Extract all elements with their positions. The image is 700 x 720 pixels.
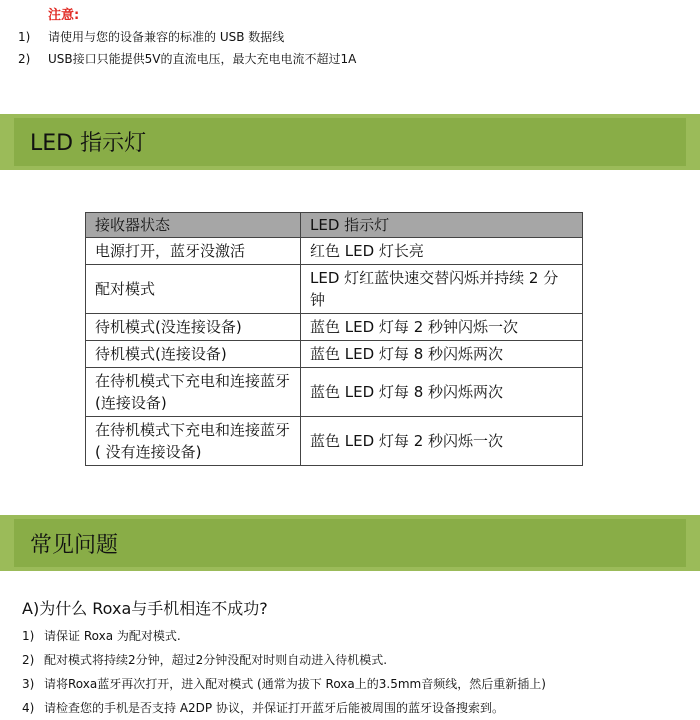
faq-section-title: 常见问题: [30, 533, 119, 558]
faq-item-number: 4): [22, 701, 35, 715]
table-cell-state: 待机模式(连接设备): [86, 341, 301, 368]
table-header-state: 接收器状态: [86, 213, 301, 238]
faq-item-number: 1): [22, 629, 35, 643]
notice-title: 注意:: [48, 8, 80, 23]
notice-item: [18, 26, 356, 48]
faq-item-number: 2): [22, 653, 35, 667]
table-cell-led: LED 灯红蓝快速交替闪烁并持续 2 分钟: [301, 265, 583, 314]
faq-item-text: 请将Roxa蓝牙再次打开，进入配对模式 (通常为拔下 Roxa上的3.5mm音频线，然后重新插上): [44, 677, 546, 691]
notice-item-number: 2): [18, 52, 31, 66]
faq-item-text: 请保证 Roxa 为配对模式.: [44, 629, 181, 643]
faq-item-text: 配对模式将持续2分钟，超过2分钟没配对时则自动进入待机模式.: [44, 653, 388, 667]
led-status-table: [85, 212, 583, 466]
table-cell-led: 蓝色 LED 灯每 8 秒闪烁两次: [301, 341, 583, 368]
notice-item-text: USB接口只能提供5V的直流电压，最大充电电流不超过1A: [48, 52, 357, 66]
faq-answer-item: [22, 696, 682, 720]
faq-item-text: 请检查您的手机是否支持 A2DP 协议，并保证打开蓝牙后能被周围的蓝牙设备搜索到。: [44, 701, 504, 715]
notice-block: [18, 6, 356, 70]
table-cell-state: 在待机模式下充电和连接蓝牙 (连接设备): [86, 368, 301, 417]
table-header-led: LED 指示灯: [301, 213, 583, 238]
faq-answer-item: [22, 672, 682, 696]
table-row: [86, 314, 583, 341]
faq-answer-item: [22, 624, 682, 648]
notice-item: [18, 48, 356, 70]
notice-item-text: 请使用与您的设备兼容的标准的 USB 数据线: [48, 30, 285, 44]
table-row: [86, 265, 583, 314]
table-row: [86, 417, 583, 466]
table-row: [86, 368, 583, 417]
led-section-header: [0, 114, 700, 170]
faq-answer-item: [22, 648, 682, 672]
notice-item-number: 1): [18, 30, 31, 44]
table-cell-state: 在待机模式下充电和连接蓝牙 ( 没有连接设备): [86, 417, 301, 466]
table-cell-state: 待机模式(没连接设备): [86, 314, 301, 341]
table-cell-state: 配对模式: [86, 265, 301, 314]
table-cell-led: 蓝色 LED 灯每 2 秒闪烁一次: [301, 417, 583, 466]
led-section-title: LED 指示灯: [30, 131, 147, 156]
table-cell-led: 蓝色 LED 灯每 2 秒钟闪烁一次: [301, 314, 583, 341]
table-cell-state: 电源打开，蓝牙没激活: [86, 238, 301, 265]
faq-block: [22, 596, 682, 720]
table-cell-led: 红色 LED 灯长亮: [301, 238, 583, 265]
table-cell-led: 蓝色 LED 灯每 8 秒闪烁两次: [301, 368, 583, 417]
faq-section-header: [0, 515, 700, 571]
faq-item-number: 3): [22, 677, 35, 691]
table-header-row: [86, 213, 583, 238]
table-row: [86, 341, 583, 368]
faq-question: A)为什么 Roxa与手机相连不成功?: [22, 599, 268, 618]
table-row: [86, 238, 583, 265]
